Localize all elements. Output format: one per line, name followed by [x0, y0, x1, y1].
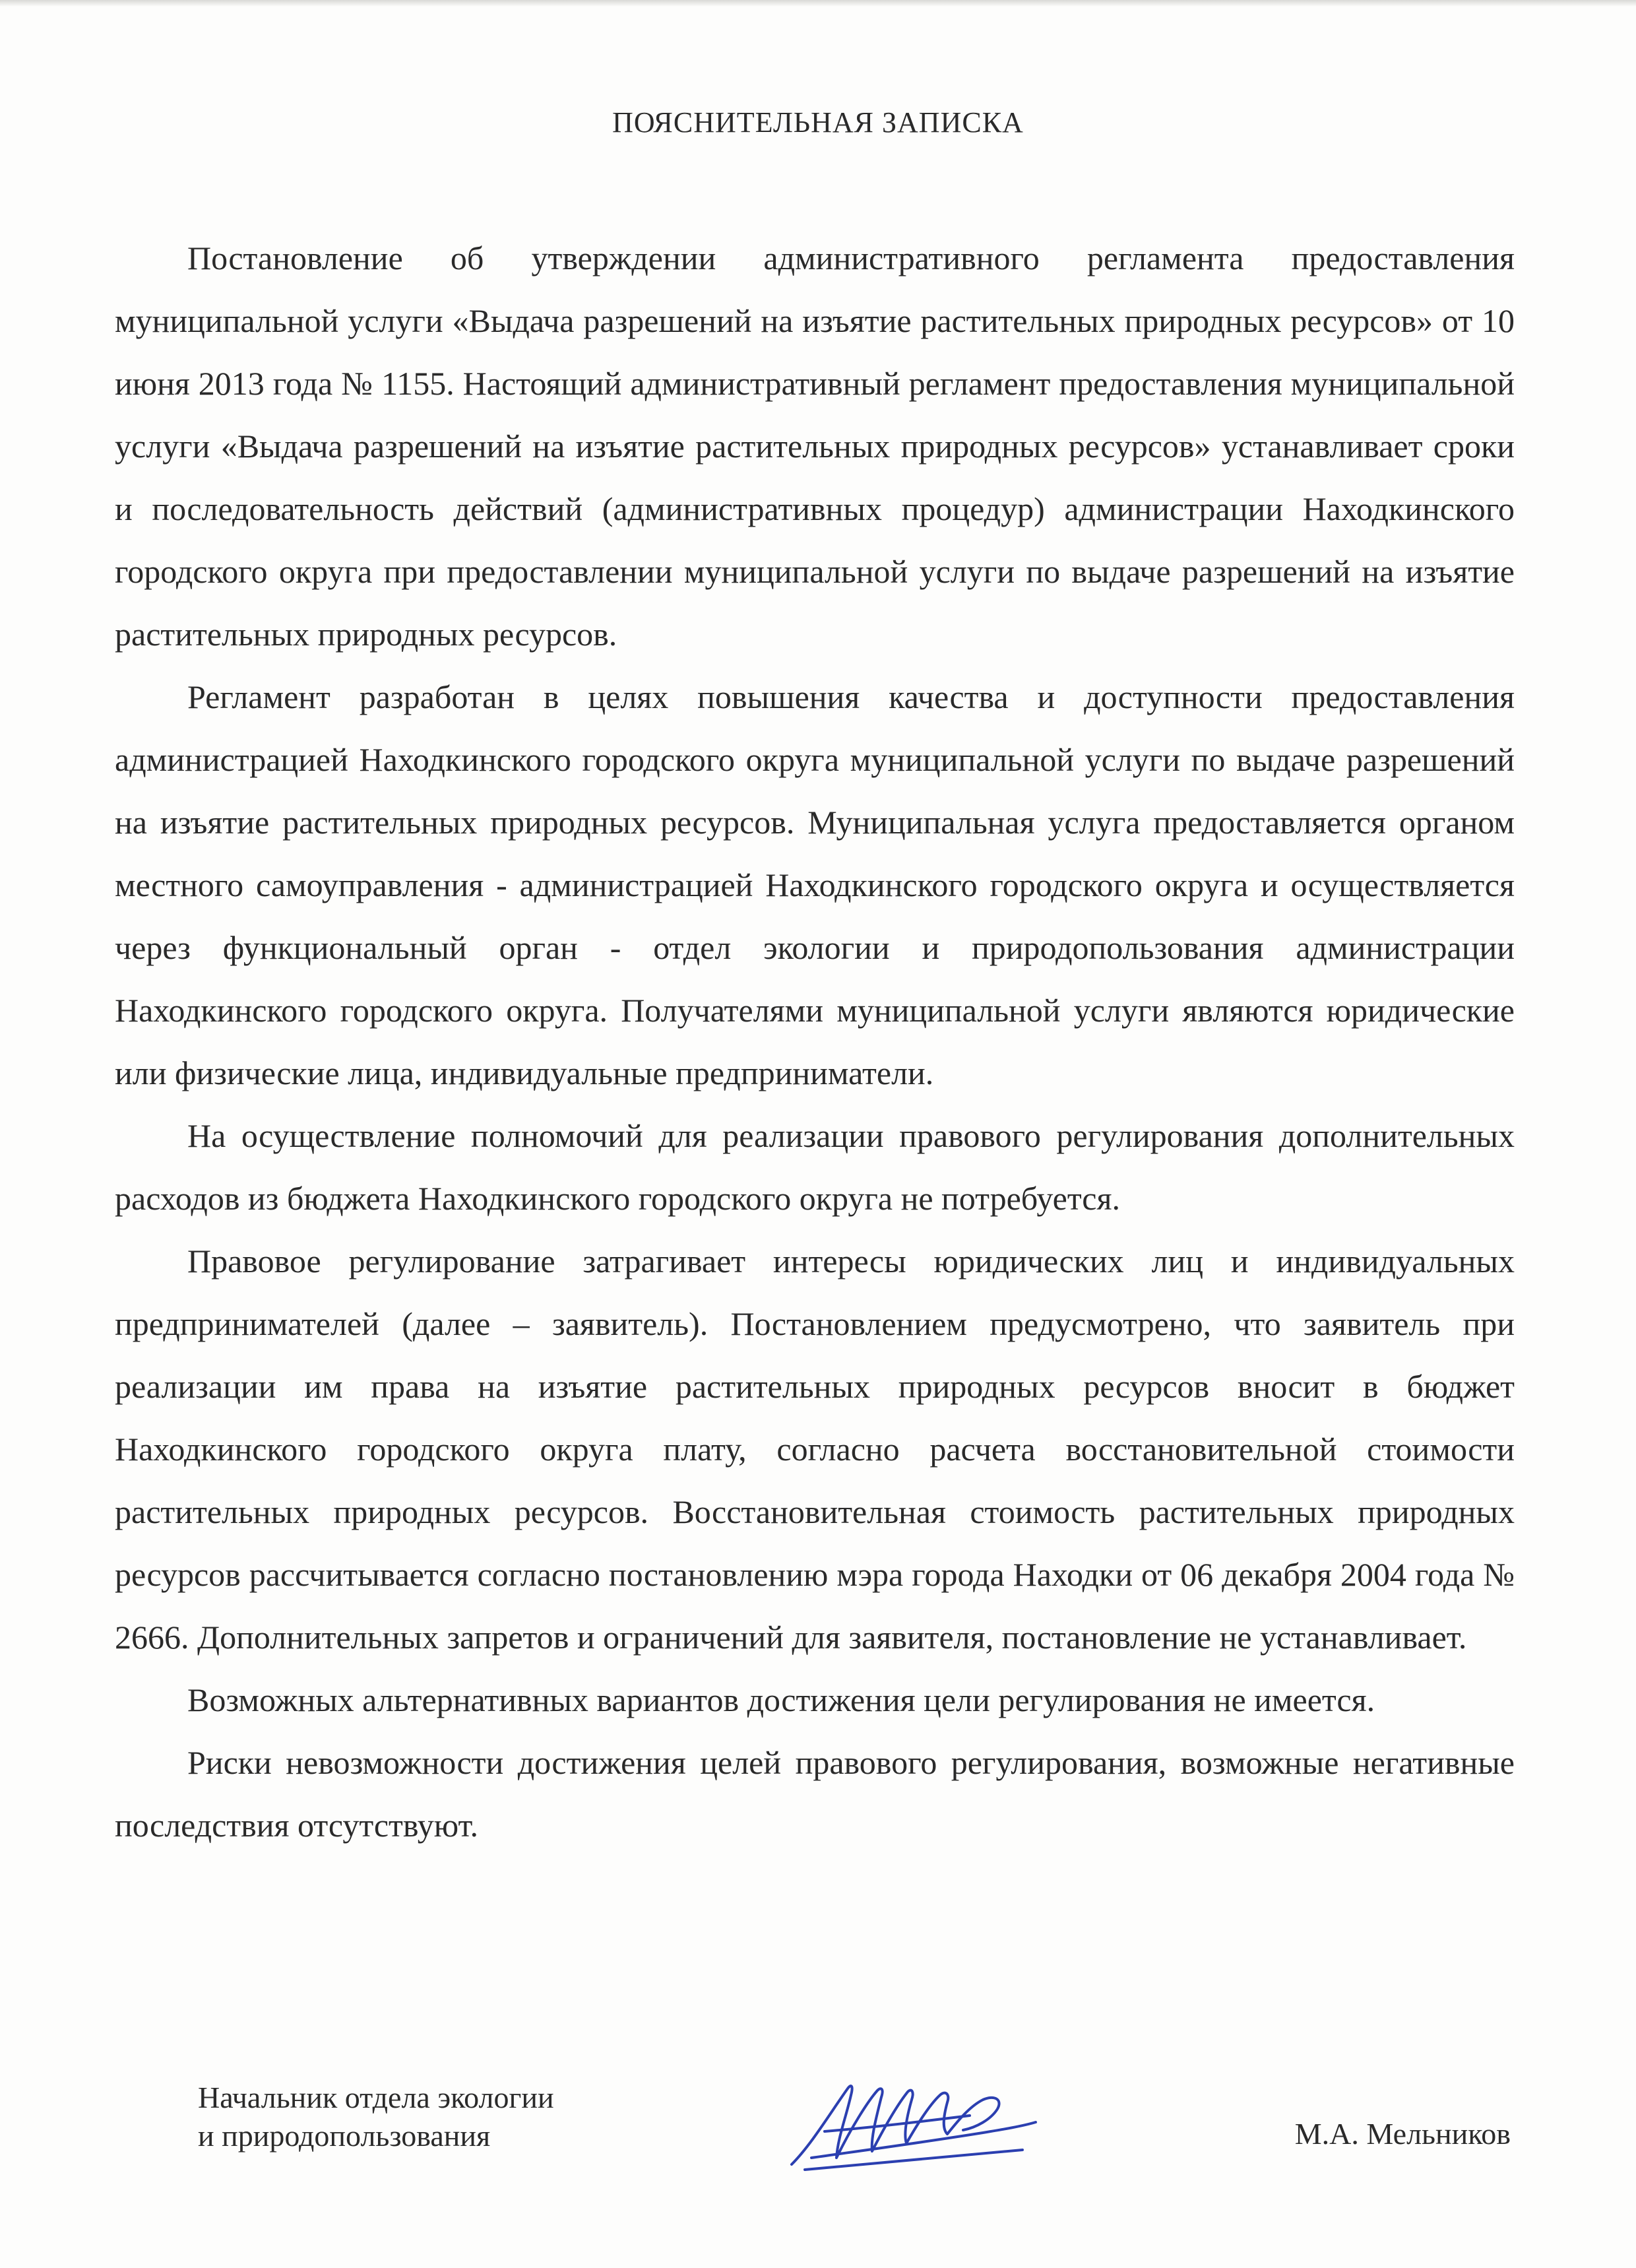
paragraph-4: Правовое регулирование затрагивает интересы юридических лиц и индивидуальных предпринимателей (далее – заявитель). Постановлением предусмотрено, что заявитель при реализации им права на изъятие растительных природных ресурсов вносит в бюджет Находкинского городского округа плату, согласно расчета восстановительной стоимости растительных природных ресурсов. Восстановительная стоимость растительных природных ресурсов рассчитывается согласно постановлению мэра города Находки от 06 декабря 2004 года № 2666. Дополнительных запретов и ограничений для заявителя, постановление не устанавливает.	[115, 1243, 1515, 1656]
paragraph-3: На осуществление полномочий для реализации правового регулирования дополнительных расходов из бюджета Находкинского городского округа не потребуется.	[115, 1117, 1515, 1217]
paragraph-2: Регламент разработан в целях повышения качества и доступности предоставления администрацией Находкинского городского округа муниципальной услуги по выдаче разрешений на изъятие растительных природных ресурсов. Муниципальная услуга предоставляется органом местного самоуправления - администрацией Находкинского городского округа и осуществляется через функциональный орган - отдел экологии и природопользования администрации Находкинского городского округа. Получателями муниципальной услуги являются юридические или физические лица, индивидуальные предприниматели.	[115, 678, 1515, 1091]
paragraph-5: Возможных альтернативных вариантов достижения цели регулирования не имеется.	[187, 1681, 1375, 1718]
paragraph-1: Постановление об утверждении административного регламента предоставления муниципальной услуги «Выдача разрешений на изъятие растительных природных ресурсов» от 10 июня 2013 года № 1155. Настоящий административный регламент предоставления муниципальной услуги «Выдача разрешений на изъятие растительных природных ресурсов» устанавливает сроки и последовательность действий (административных процедур) администрации Находкинского городского округа при предоставлении муниципальной услуги по выдаче разрешений на изъятие растительных природных ресурсов.	[115, 240, 1515, 653]
handwritten-signature	[785, 2065, 1042, 2178]
signature-strokes	[792, 2086, 1036, 2170]
signer-position-line-2: и природопользования	[198, 2119, 491, 2153]
signer-position-line-1: Начальник отдела экологии	[198, 2081, 554, 2114]
signer-name: М.А. Мельников	[1294, 2117, 1511, 2151]
scan-edge	[0, 0, 1636, 7]
paragraph-6: Риски невозможности достижения целей правового регулирования, возможные негативные последствия отсутствуют.	[115, 1744, 1515, 1844]
signer-position	[198, 2079, 554, 2155]
document-body	[115, 227, 1515, 1857]
document-title: ПОЯСНИТЕЛЬНАЯ ЗАПИСКА	[612, 106, 1024, 139]
